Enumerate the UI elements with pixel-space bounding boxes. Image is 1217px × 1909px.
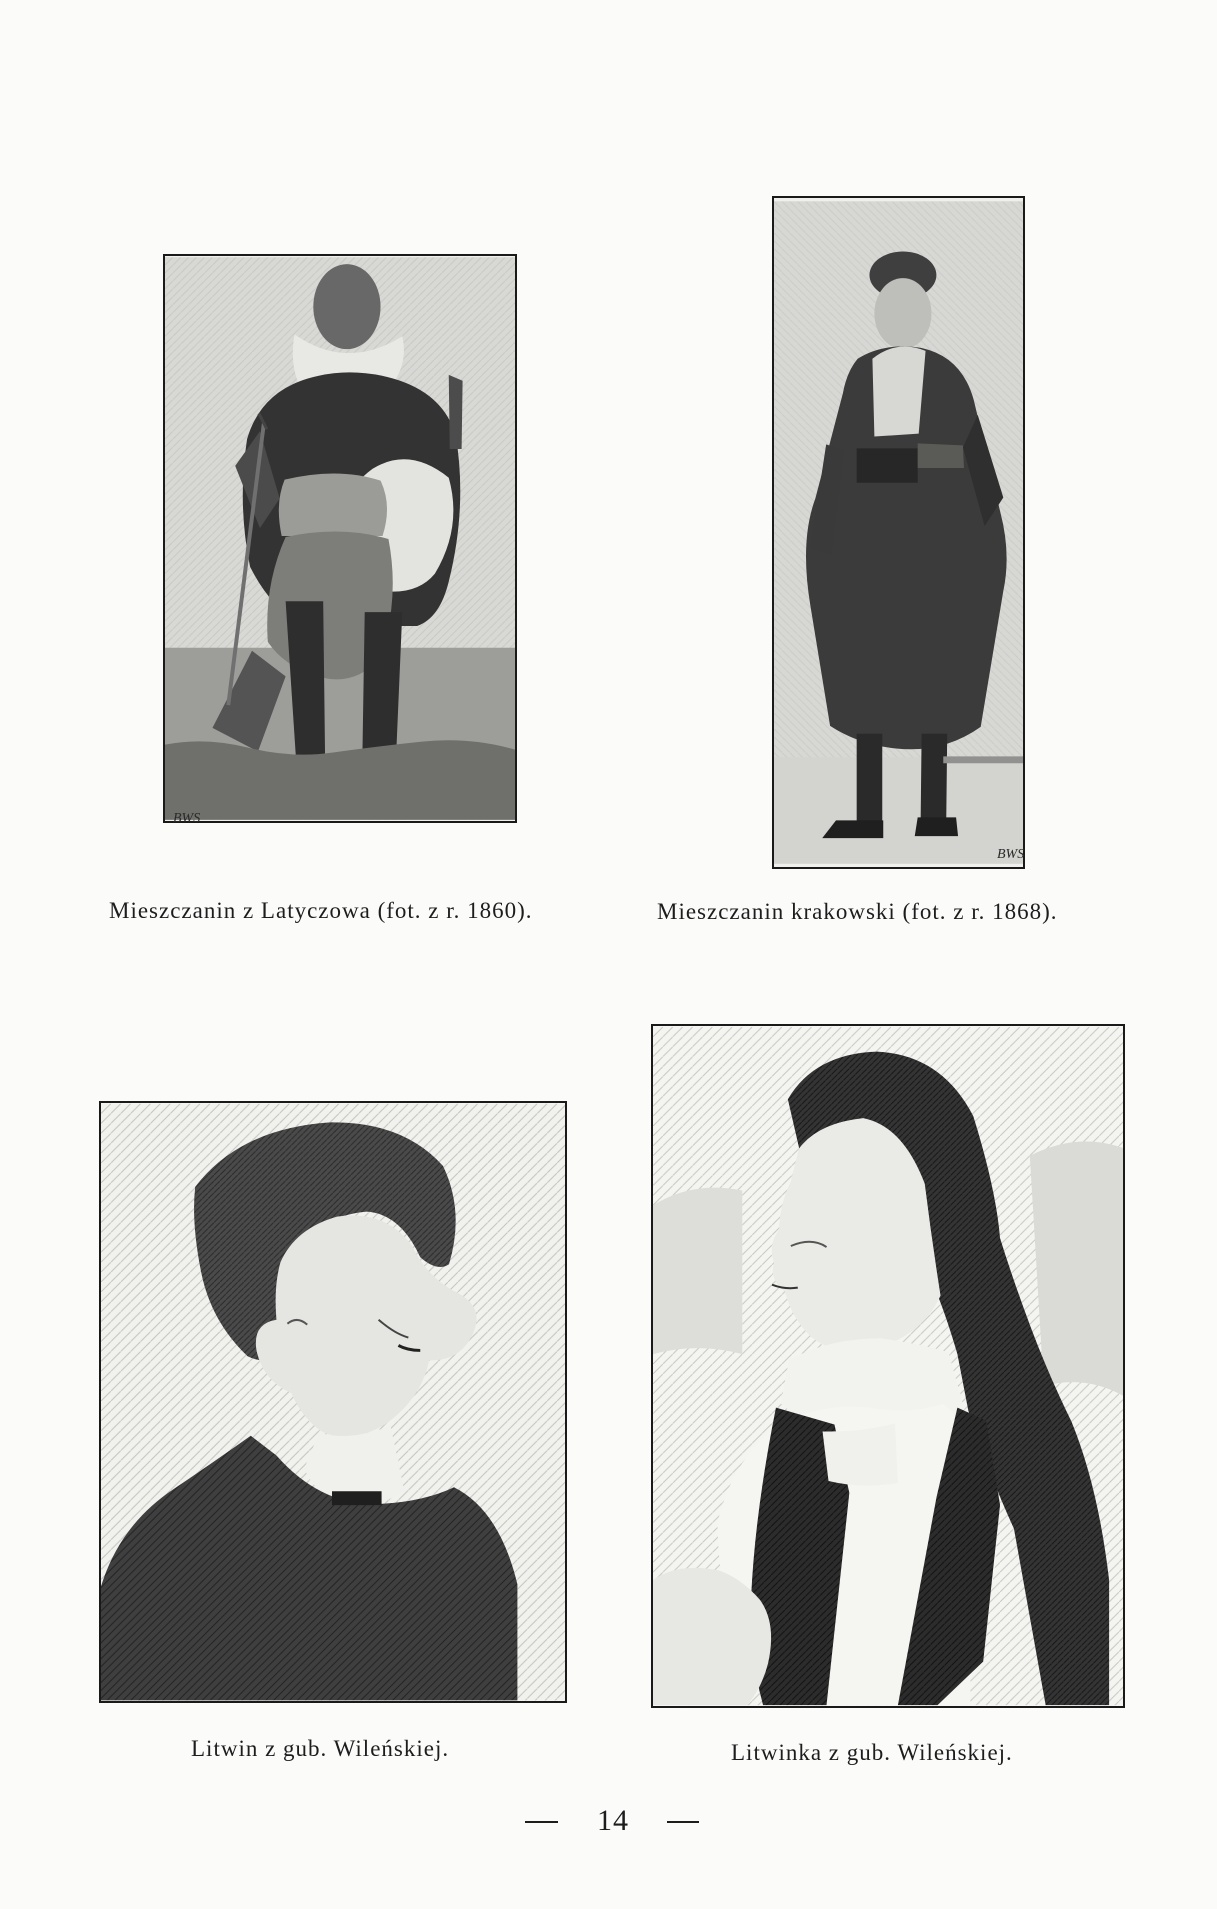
- page-number-left-dash: [525, 1821, 558, 1823]
- top-left-plate-mark: BWS: [173, 811, 201, 826]
- page-number: 14: [597, 1804, 629, 1837]
- young-woman-engraving-art: [653, 1026, 1123, 1706]
- young-man-engraving-art: [101, 1103, 565, 1701]
- caption-bottom-left: Litwin z gub. Wileńskiej.: [191, 1736, 450, 1761]
- top-right-plate-mark: BWS: [997, 847, 1025, 862]
- standing-man-photo: [772, 196, 1025, 869]
- caption-top-right: Mieszczanin krakowski (fot. z r. 1868).: [657, 899, 1058, 924]
- page-number-right-dash: [667, 1821, 699, 1823]
- standing-man-illustration: [774, 198, 1023, 867]
- young-man-engraving: [99, 1101, 567, 1703]
- young-woman-engraving: [651, 1024, 1125, 1708]
- seated-man-illustration: [165, 256, 515, 821]
- caption-bottom-right: Litwinka z gub. Wileńskiej.: [731, 1740, 1013, 1765]
- seated-man-photo: [163, 254, 517, 823]
- caption-top-left: Mieszczanin z Latyczowa (fot. z r. 1860).: [109, 898, 533, 923]
